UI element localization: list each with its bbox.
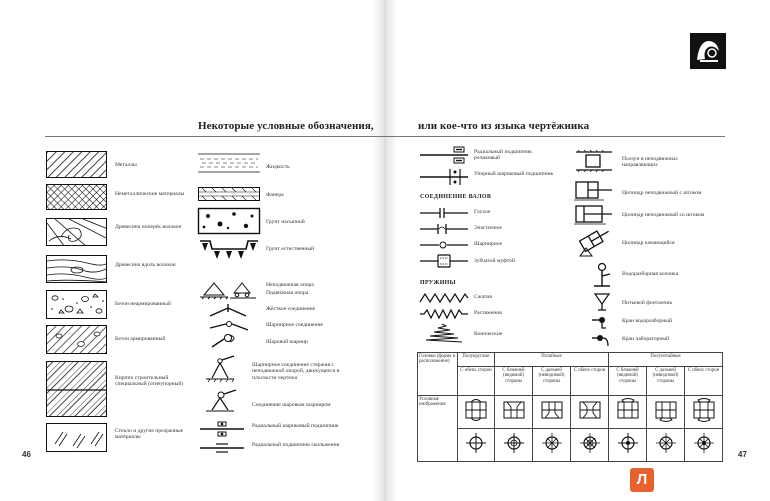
rivet-plan-4 xyxy=(571,429,609,462)
symbol-label: Радиальный подшипник роликовый xyxy=(474,149,532,162)
water-column-symbol xyxy=(590,262,614,293)
symbol-label: Глухое xyxy=(474,209,491,215)
liquid-symbol xyxy=(198,152,260,179)
symbol-label: Подвижная опора xyxy=(266,290,309,296)
table-group-header: Полупотайные xyxy=(650,354,681,359)
rivet-section-2 xyxy=(495,396,533,429)
swatch-metal xyxy=(46,151,107,178)
table-sub-header: С дальней (невидимой) стороны xyxy=(538,368,565,384)
swatch-wood-across xyxy=(46,218,107,246)
symbol-label: Жидкость xyxy=(266,164,290,170)
natural-soil-symbol xyxy=(198,239,260,268)
symbol-label: Сжатия xyxy=(474,294,492,300)
shafts-heading: СОЕДИНЕНИЕ ВАЛОВ xyxy=(420,194,492,200)
slider-symbol xyxy=(574,148,614,179)
bulk-soil-symbol xyxy=(198,208,260,239)
symbol-label: Цилиндр неподвижный со штоком xyxy=(622,212,705,218)
rivet-plan-7 xyxy=(685,429,723,462)
ball-joint-symbol xyxy=(210,333,250,354)
symbol-label: Зубчатой муфтой xyxy=(474,258,515,264)
book-spine xyxy=(372,0,398,501)
material-label: Бетон армированный xyxy=(115,336,166,342)
rivet-plan-6 xyxy=(647,429,685,462)
symbol-label: Шарнирное соединение стержня с неподвижной опорой, движущееся в плоскости чертежа xyxy=(252,362,340,381)
symbol-label: Ползун в неподвижных направляющих xyxy=(622,156,678,169)
rivet-section-7 xyxy=(685,396,723,429)
symbol-label: Кран водоразборный xyxy=(622,318,672,324)
symbol-label: Неподвижная опора xyxy=(266,282,314,288)
symbol-label: Грунт естественный xyxy=(266,246,315,252)
swatch-brick xyxy=(46,361,107,417)
material-label: Кирпич строительный специальный (огнеупорный) xyxy=(115,375,184,388)
symbol-label: Питьевой фонтанчик xyxy=(622,300,673,306)
rivet-section-5 xyxy=(609,396,647,429)
radial-ball-bearing-symbol xyxy=(200,421,244,442)
springs-heading: ПРУЖИНЫ xyxy=(420,280,456,286)
rivet-section-1 xyxy=(458,396,495,429)
plain-bearing-symbol xyxy=(200,441,244,459)
shaft-gear-coupling-symbol xyxy=(420,254,468,273)
material-label: Древесина поперёк волокон xyxy=(115,224,182,230)
table-sub-header: С обеих сторон xyxy=(460,368,492,373)
ball-hinge-connection-symbol xyxy=(200,388,244,421)
symbol-label: Радиальный подшипник скольжения xyxy=(252,442,340,448)
table-sub-header: С обеих сторон xyxy=(573,368,606,373)
table-row-header: Головки (форма и расположение) xyxy=(419,354,456,365)
table-sub-header: С ближней (видимой) стороны xyxy=(616,368,639,384)
rivet-plan-2 xyxy=(495,429,533,462)
rivet-plan-1 xyxy=(458,429,495,462)
cylinder-rod-symbol xyxy=(574,180,614,207)
symbol-label: Соединение шаровым шарниром xyxy=(252,402,331,408)
table-group-header: Полукруглые xyxy=(462,354,490,359)
table-sub-header: С дальней (невидимой) стороны xyxy=(652,368,679,384)
symbol-label: Фанера xyxy=(266,192,284,198)
symbol-label: Упорный шариковый подшипник xyxy=(474,171,554,177)
bookstore-logo-letter: Л xyxy=(636,471,648,488)
material-label: Бетон неармированный xyxy=(115,301,171,307)
page-number-right: 47 xyxy=(738,450,747,459)
symbol-label: Радиальный шариковый подшипник xyxy=(252,423,339,429)
roller-bearing-symbol xyxy=(420,146,468,169)
rivet-section-6 xyxy=(647,396,685,429)
rivet-plan-3 xyxy=(533,429,571,462)
rivet-plan-5 xyxy=(609,429,647,462)
rod-hinge-support-symbol xyxy=(200,354,244,389)
symbol-label: Эластичное xyxy=(474,225,502,231)
rivet-table xyxy=(417,352,722,462)
bookstore-logo[interactable] xyxy=(630,468,654,492)
symbol-label: Цилиндр качающийся xyxy=(622,240,675,246)
plywood-symbol xyxy=(198,187,260,206)
symbol-label: Цилиндр неподвижный с штоком xyxy=(622,190,702,196)
page-title-right: или кое-что из языка чертёжника xyxy=(418,120,590,132)
rivet-section-3 xyxy=(533,396,571,429)
symbol-label: Жёсткое соединение xyxy=(266,306,316,312)
symbol-label: Водоразборная колонка xyxy=(622,271,679,277)
symbol-label: Шарнирное xyxy=(474,241,503,247)
material-label: Неметаллические материалы xyxy=(115,191,185,197)
material-label: Стекло и другие прозрачные материалы xyxy=(115,428,184,441)
table-sub-header: С ближней (видимой) стороны xyxy=(502,368,525,384)
swatch-reinforced-concrete xyxy=(46,325,107,354)
symbol-label: Грунт насыпной xyxy=(266,219,305,225)
symbol-label: Кран лабораторный xyxy=(622,336,670,342)
thrust-bearing-symbol xyxy=(420,168,468,191)
symbol-label: Конические xyxy=(474,331,503,337)
symbol-label: Шарнирное соединение xyxy=(266,322,323,328)
rivet-section-4 xyxy=(571,396,609,429)
table-sub-header: С обеих сторон xyxy=(687,368,720,373)
swatch-concrete xyxy=(46,290,107,319)
oscillating-cylinder-symbol xyxy=(574,226,614,263)
symbol-label: Шаровой шарнир xyxy=(266,339,308,345)
material-label: Металлы xyxy=(115,162,137,168)
swatch-glass xyxy=(46,423,107,452)
symbol-label: Растяжения xyxy=(474,310,502,316)
swatch-nonmetal xyxy=(46,184,107,210)
publisher-logo-icon xyxy=(690,33,726,69)
support-symbols xyxy=(198,277,260,306)
table-group-header: Потайные xyxy=(541,354,562,359)
page-title-left: Некоторые условные обозначения, xyxy=(198,120,374,132)
swatch-wood-along xyxy=(46,255,107,283)
material-label: Древесина вдоль волокон xyxy=(115,262,176,268)
conical-spring-symbol xyxy=(424,322,464,351)
title-rule xyxy=(45,136,725,137)
page-number-left: 46 xyxy=(22,450,31,459)
table-symbol-row-label: Условные изображения xyxy=(419,397,446,408)
